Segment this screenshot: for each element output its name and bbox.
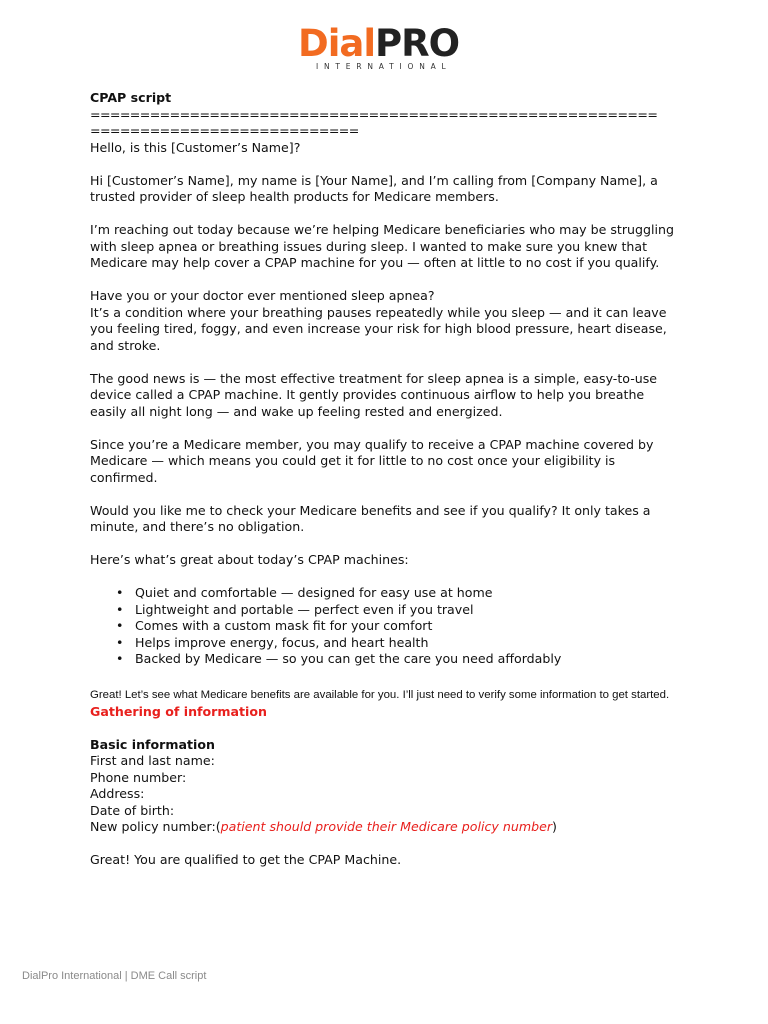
benefits-list xyxy=(90,585,680,668)
greeting-line: Hello, is this [Customer’s Name]? xyxy=(90,139,301,155)
policy-label: New policy number:( xyxy=(90,819,221,834)
list-item: • Helps improve energy, focus, and heart health xyxy=(116,635,680,652)
good-news-paragraph: The good news is — the most effective treatment for sleep apnea is a simple, easy-to-use device called a CPAP machine. It gently provides continuous airflow to help you breathe easily all night long — and wake up feeling rested and energized. xyxy=(90,370,658,419)
reaching-paragraph: I’m reaching out today because we’re helping Medicare beneficiaries who may be struggling with sleep apnea or breathing issues during sleep. I wanted to make sure you knew that Medicare may help cover a CPAP machine for you — often at little to no cost if you qualify. xyxy=(90,222,674,270)
field-dob: Date of birth: xyxy=(90,802,175,818)
divider-line-2: =========================== xyxy=(90,123,359,138)
list-item: • Lightweight and portable — perfect even if you travel xyxy=(116,602,680,619)
policy-note: patient should provide their Medicare policy number xyxy=(220,819,553,834)
divider-line-1: ========================================================= xyxy=(90,106,658,122)
list-item: • Comes with a custom mask fit for your comfort xyxy=(116,618,680,635)
condition-paragraph: It’s a condition where your breathing pauses repeatedly while you sleep — and it can leave you feeling tired, foggy, and even increase your risk for high blood pressure, heart disease, and stroke. xyxy=(90,304,667,353)
logo-wordmark xyxy=(298,22,459,66)
dialpro-logo xyxy=(298,22,470,74)
list-item: • Quiet and comfortable — designed for easy use at home xyxy=(116,585,680,602)
gathering-heading: Gathering of information xyxy=(90,703,267,719)
logo-dial: Dial xyxy=(298,22,376,65)
logo-international: INTERNATIONAL xyxy=(316,62,452,71)
document-title: CPAP script xyxy=(90,90,172,105)
check-benefits-paragraph: Would you like me to check your Medicare benefits and see if you qualify? It only takes a minute, and there’s no obligation. xyxy=(90,502,651,534)
verify-paragraph: Great! Let’s see what Medicare benefits are available for you. I’ll just need to verify some information to get started. xyxy=(90,688,670,701)
benefits-intro: Here’s what’s great about today’s CPAP machines: xyxy=(90,552,409,567)
list-item: • Backed by Medicare — so you can get the care you need affordably xyxy=(116,651,680,668)
qualified-line: Great! You are qualified to get the CPAP Machine. xyxy=(90,852,402,867)
page-footer: DialPro International | DME Call script xyxy=(22,970,207,982)
field-policy xyxy=(90,819,680,836)
logo-pro: PRO xyxy=(375,22,460,65)
sleep-apnea-question: Have you or your doctor ever mentioned sleep apnea? xyxy=(90,288,435,303)
field-name: First and last name: xyxy=(90,753,215,768)
basic-info-heading: Basic information xyxy=(90,736,215,752)
field-address: Address: xyxy=(90,786,145,801)
field-phone: Phone number: xyxy=(90,769,187,785)
policy-close: ) xyxy=(552,819,557,834)
member-paragraph: Since you’re a Medicare member, you may qualify to receive a CPAP machine covered by Medicare — which means you could get it for little to no cost once your eligibility is confirmed. xyxy=(90,436,654,485)
script-document xyxy=(90,90,680,869)
intro-paragraph: Hi [Customer’s Name], my name is [Your Name], and I’m calling from [Company Name], a trusted provider of sleep health products for Medicare members. xyxy=(90,172,658,204)
